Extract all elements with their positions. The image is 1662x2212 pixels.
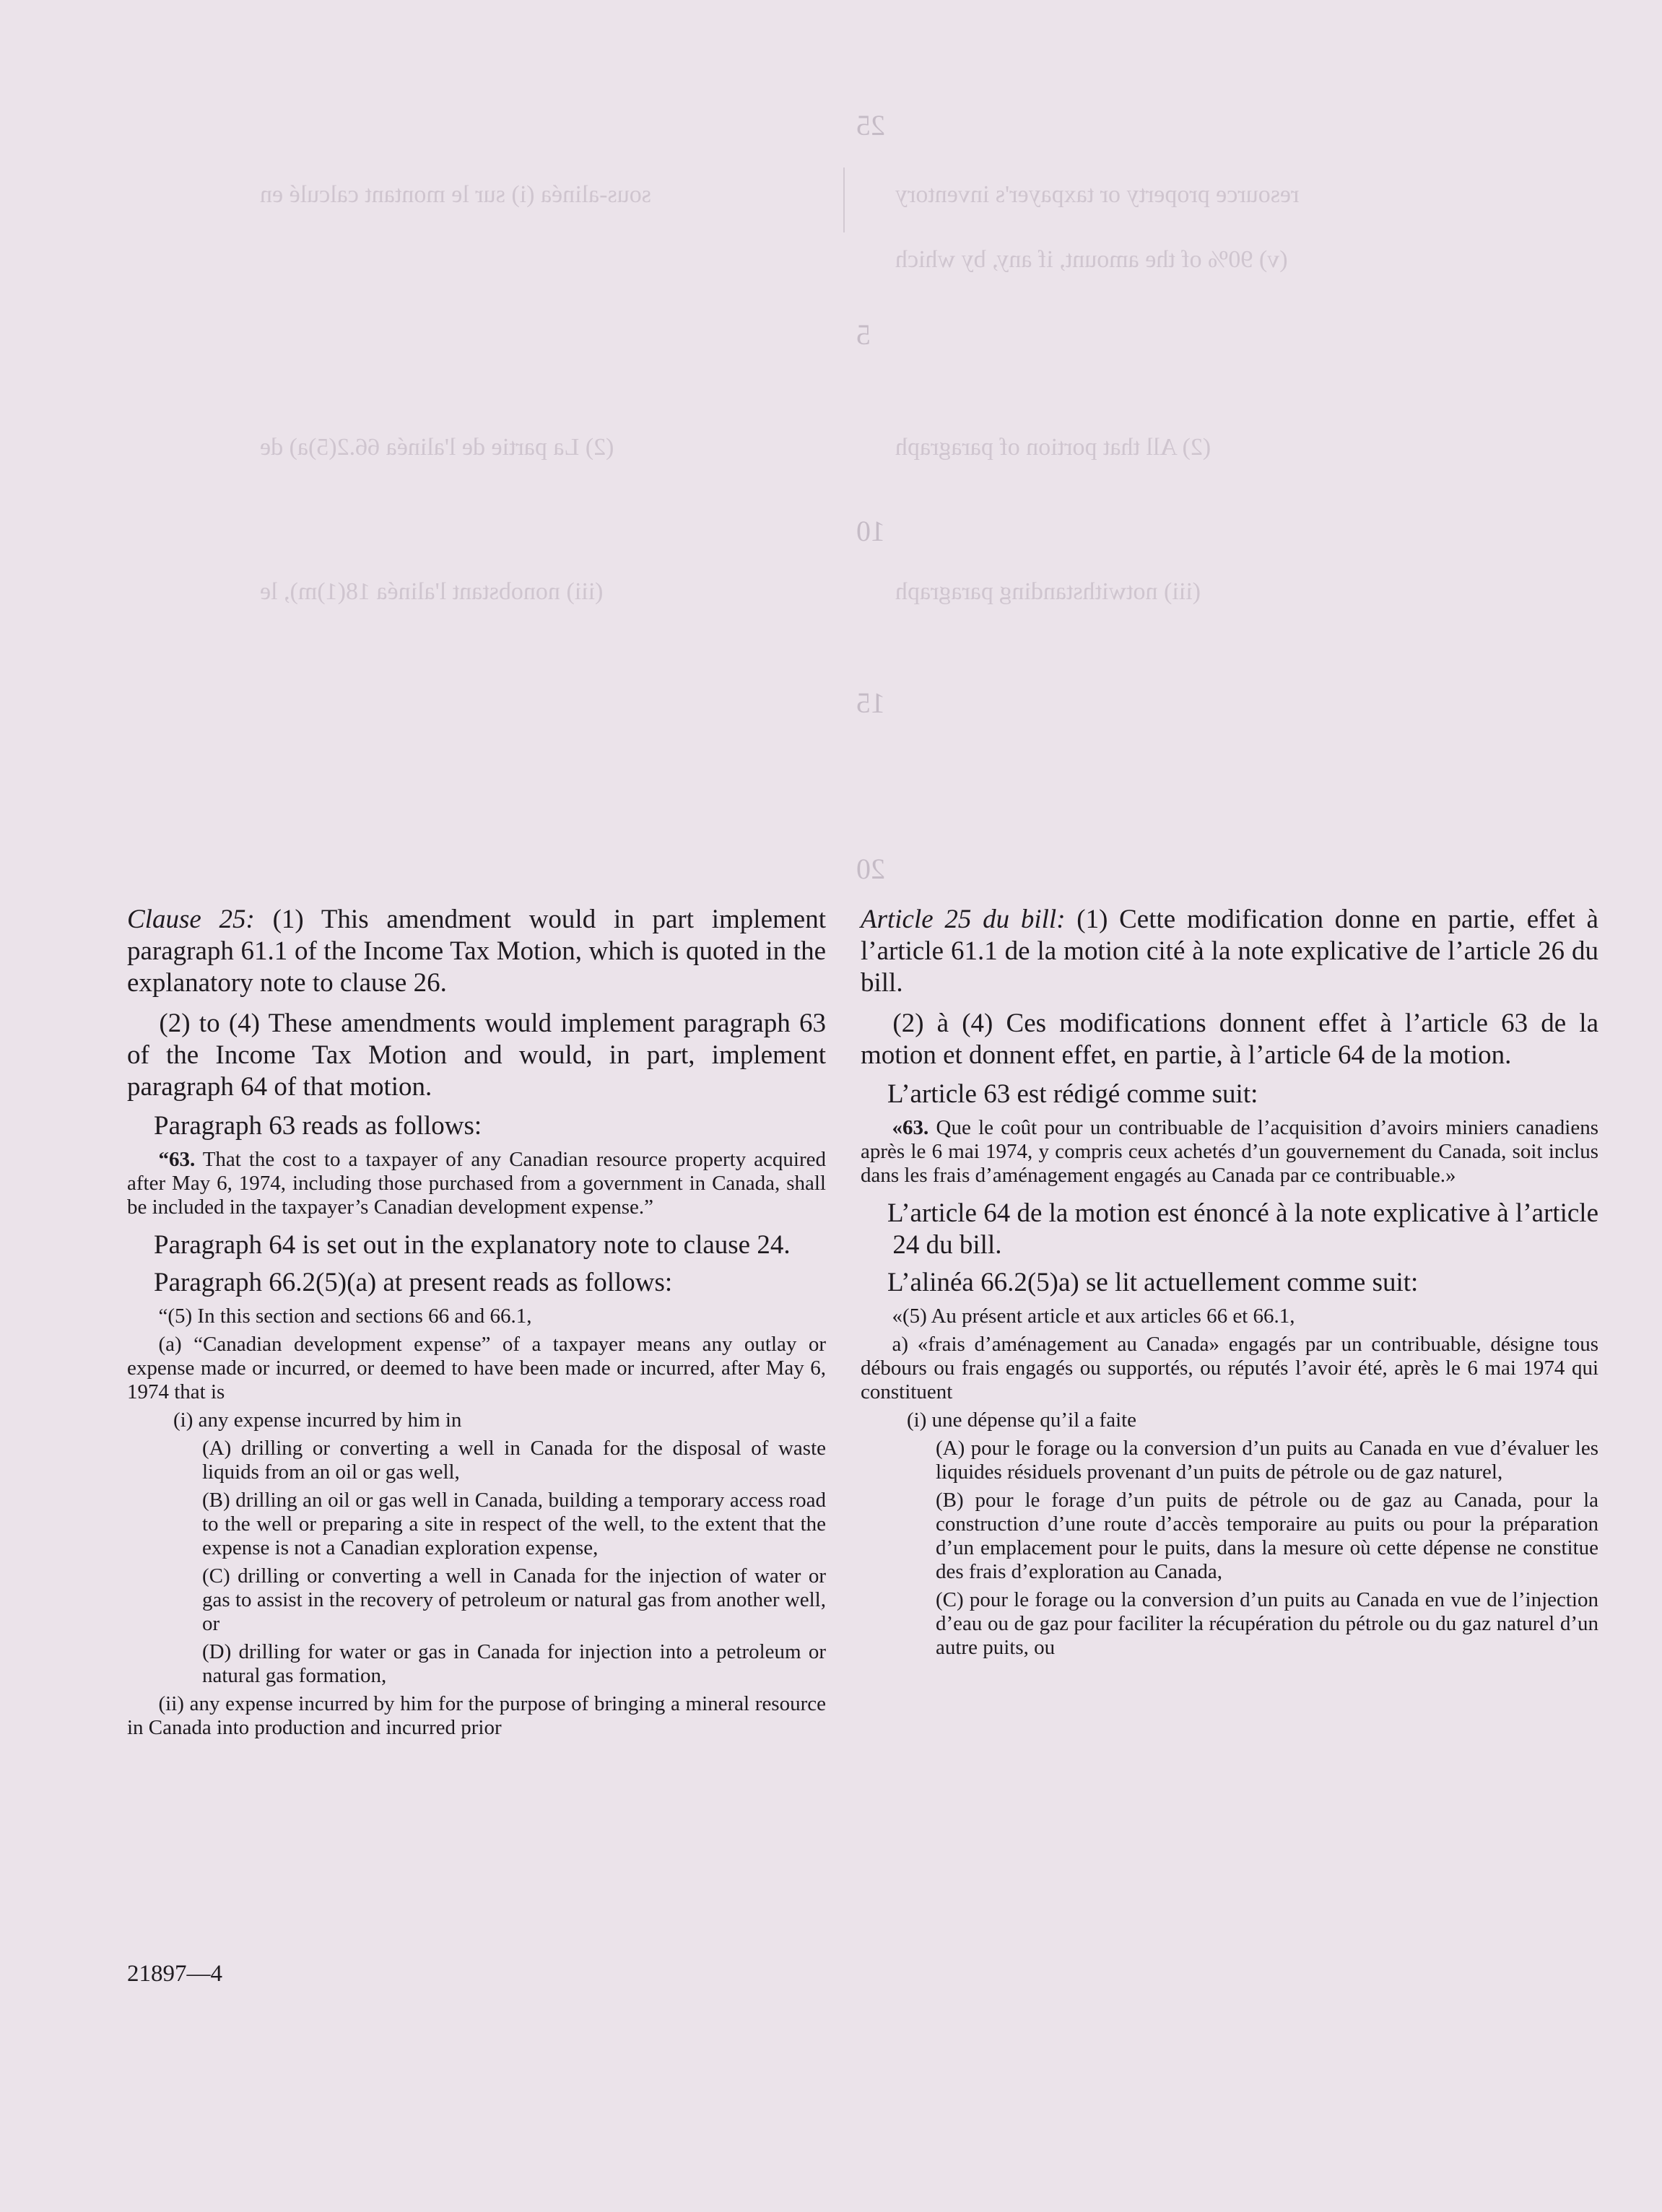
quote-paragraphe-5: «(5) Au présent article et aux articles 66 et 66.1, [892,1305,1295,1328]
paragraph-63-heading: Paragraph 63 reads as follows: [154,1111,482,1141]
quote-clause-A: (A) drilling or converting a well in Canada for the disposal of waste liquids from an oil or gas well, [202,1437,826,1484]
paragraph-63-number: “63. [158,1148,196,1171]
bleed-through-line-number: 10 [856,515,885,547]
quote-paragraph-a: (a) “Canadian development expense” of a taxpayer means any outlay or expense made or incurred, or deemed to have been made or incurred, after May 6, 1974 that is [127,1333,826,1403]
quote-subsection-5: “(5) In this section and sections 66 and 66.1, [158,1305,532,1328]
quote-clause-B: (B) drilling an oil or gas well in Canada, building a temporary access road to the well or preparing a site in respect of the well, to the extent that the expense is not a Canadian exploration expense, [202,1489,826,1559]
quote-clause-C: (C) drilling or converting a well in Canada for the injection of water or gas to assist in the recovery of petroleum or natural gas from another well, or [202,1564,826,1635]
article-25-note [861,904,1598,999]
quote-disposition-A: (A) pour le forage ou la conversion d’un puits au Canada en vue d’évaluer les liquides résiduels provenant d’un puits de pétrole ou de gaz naturel, [936,1437,1598,1484]
clause-25-note [127,904,826,999]
article-63-quote [861,1116,1598,1188]
quote-sous-alinea-i: (i) une dépense qu’il a faite [907,1408,1137,1432]
paragraph-66-heading: Paragraph 66.2(5)(a) at present reads as follows: [154,1268,673,1297]
article-text: (1) Cette modification donne en partie, effet à l’article 61.1 de la motion cité à la note explicative de l’article 26 du bill. [861,905,1598,998]
quote-clause-D: (D) drilling for water or gas in Canada for injection into a petroleum or natural gas formation, [202,1640,826,1687]
quote-subparagraph-ii: (ii) any expense incurred by him for the purpose of bringing a mineral resource in Canada into production and incurred prior [127,1692,826,1739]
article-63-text: Que le coût pour un contribuable de l’acquisition d’avoirs miniers canadiens après le 6 mai 1974, y compris ceux achetés d’un gouvernement du Canada, soit inclus dans les frais d’aménagement engagés au Canada par ce contribuable.» [861,1116,1598,1187]
print-code: 21897—4 [127,1961,222,1987]
paragraph-63-quote [127,1148,826,1219]
quote-disposition-C: (C) pour le forage ou la conversion d’un puits au Canada en vue de l’injection d’eau ou de gaz pour faciliter la récupération du pétrole ou du gaz naturel d’un autre puits, ou [936,1588,1598,1659]
quote-disposition-B: (B) pour le forage d’un puits de pétrole ou de gaz au Canada, pour la construction d’une route d’accès temporaire au puits ou pour la préparation d’un emplacement pour le puits, dans la mesure où cette dépense ne constitue des frais d’exploration au Canada, [936,1489,1598,1583]
article-lead: Article 25 du bill: [861,905,1066,934]
paragraph-63-text: That the cost to a taxpayer of any Canadian resource property acquired after May 6, 1974, including those purchased from a government in Canada, shall be included in the taxpayer’s Canadian development expense.” [127,1148,826,1219]
article-63-heading: L’article 63 est rédigé comme suit: [887,1079,1258,1109]
bleed-through-line-number: 20 [856,853,885,885]
bleed-through-text: (iii) notwithstanding paragraph [895,578,1201,605]
french-column [861,904,1598,1664]
quote-subparagraph-i: (i) any expense incurred by him in [173,1408,462,1432]
bleed-through-page-number: 25 [856,109,885,141]
modifications-2-4-note: (2) à (4) Ces modifications donnent effet à l’article 63 de la motion et donnent effet, en partie, à l’article 64 de la motion. [861,1009,1598,1070]
bleed-through-text: resource property or taxpayer's inventory [895,181,1300,208]
alinea-66-heading: L’alinéa 66.2(5)a) se lit actuellement comme suit: [887,1268,1419,1297]
bleed-through-rule [843,167,845,232]
bleed-through-text: (iii) nonobstant l'alinéa 18(1)m), le [260,578,604,605]
paragraph-64-note: Paragraph 64 is set out in the explanatory note to clause 24. [154,1230,791,1260]
bleed-through-text: (2) La partie de l'alinéa 66.2(5)a) de [260,434,614,461]
bleed-through-text: (v) 90% of the amount, if any, by which [895,246,1288,273]
quote-alinea-a: a) «frais d’aménagement au Canada» engagés par un contribuable, désigne tous débours ou frais engagés ou supportés, ou réputés l’avoir été, après le 6 mai 1974 qui constituent [861,1333,1598,1403]
english-column [127,904,826,1744]
article-64-note: L’article 64 de la motion est énoncé à la note explicative à l’article 24 du bill. [887,1198,1598,1260]
bleed-through-line-number: 15 [856,687,885,719]
article-63-number: «63. [892,1116,929,1139]
bleed-through-text: sous-alinéa (i) sur le montant calculé en [260,181,651,208]
clause-text: (1) This amendment would in part implement paragraph 61.1 of the Income Tax Motion, which is quoted in the explanatory note to clause 26. [127,905,826,998]
clause-lead: Clause 25: [127,905,255,934]
bleed-through-text: (2) All that portion of paragraph [895,434,1211,461]
bleed-through-line-number: 5 [856,318,871,351]
amendments-2-4-note: (2) to (4) These amendments would implement paragraph 63 of the Income Tax Motion and would, in part, implement paragraph 64 of that motion. [127,1009,826,1102]
